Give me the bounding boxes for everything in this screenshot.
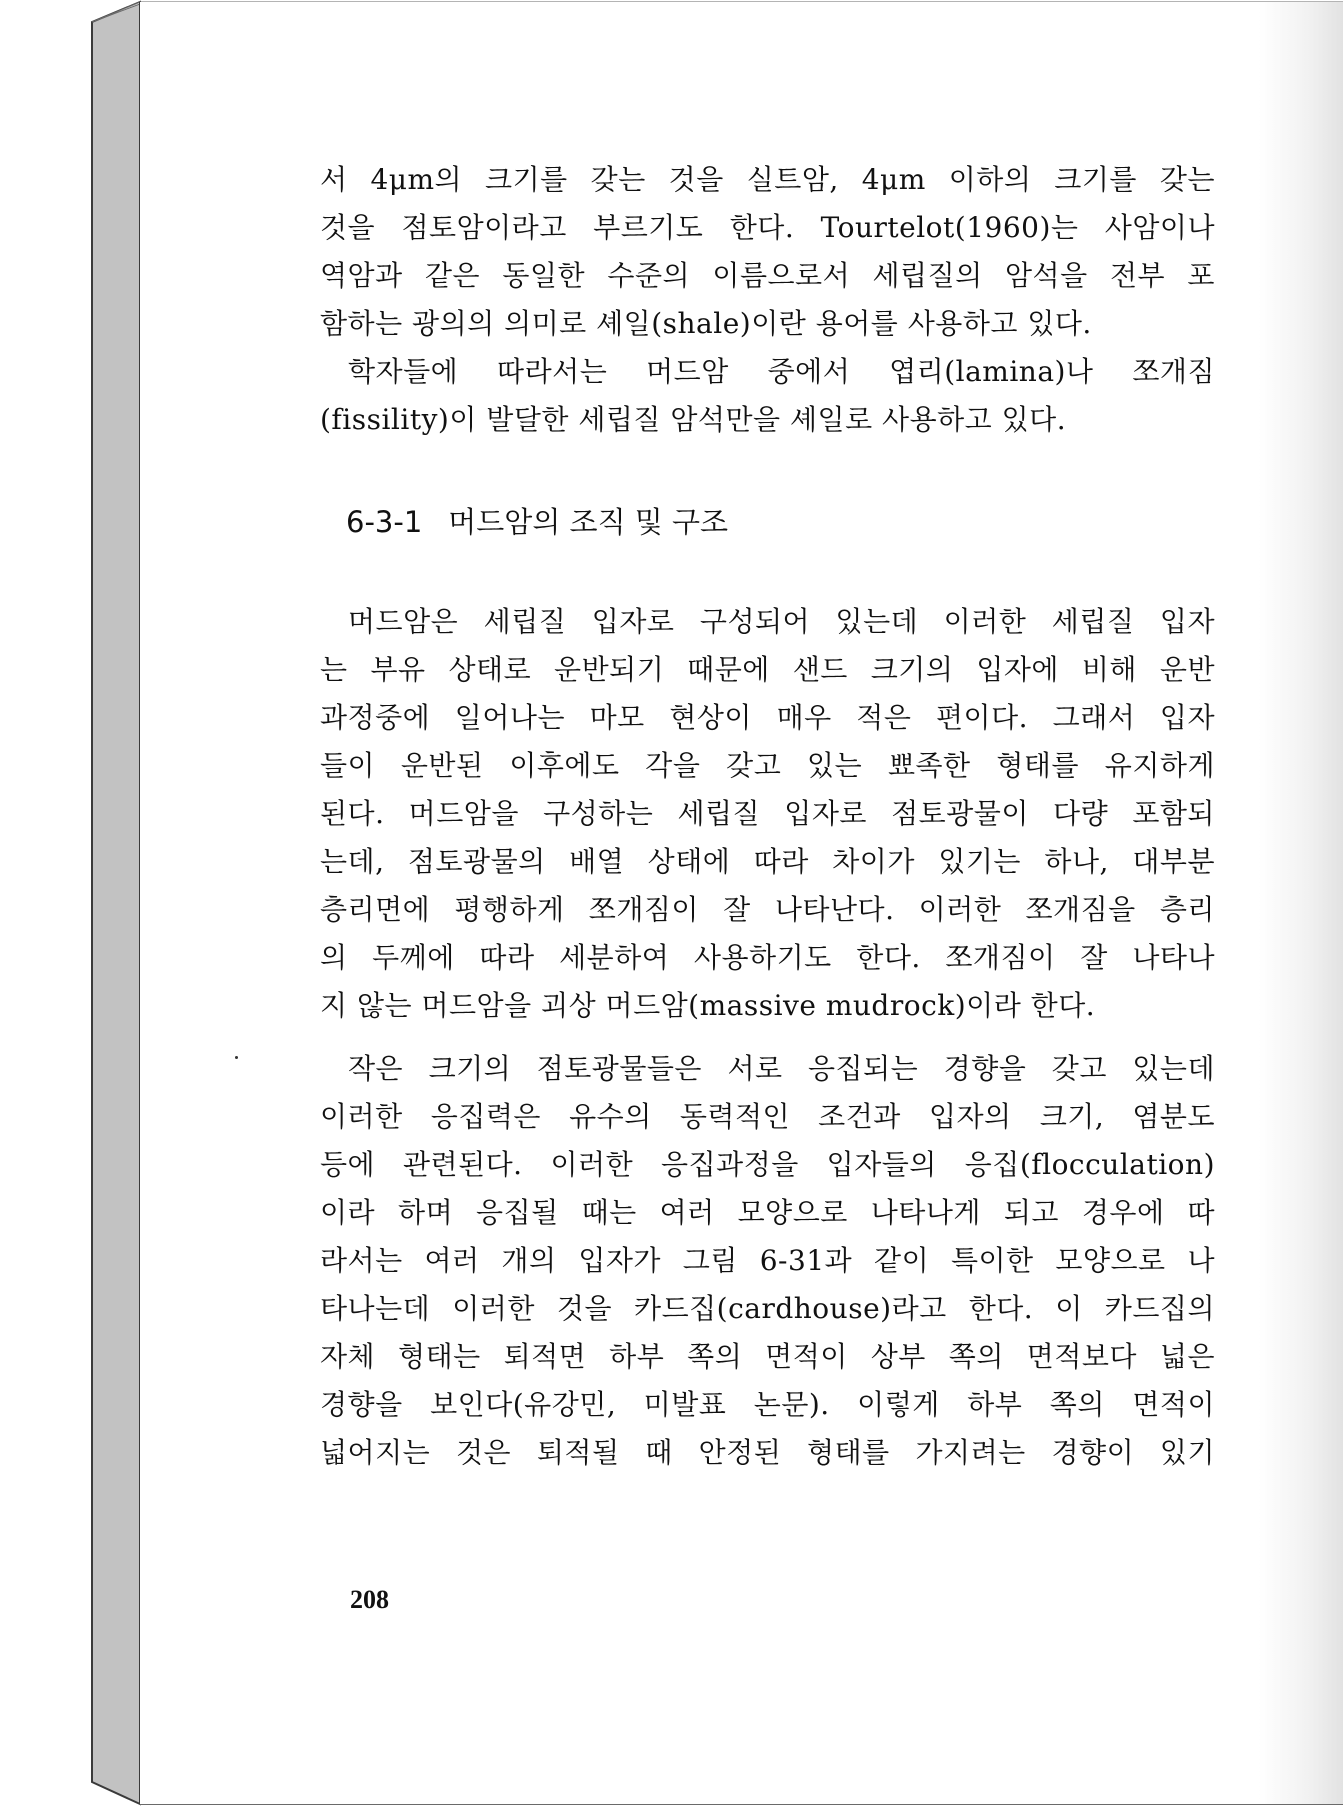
text-line: 타나는데 이러한 것을 카드집(cardhouse)라고 한다. 이 카드집의 bbox=[320, 1292, 1215, 1325]
text-line: 층리면에 평행하게 쪼개짐이 잘 나타난다. 이러한 쪼개짐을 층리 bbox=[320, 893, 1215, 926]
paragraph-1 bbox=[320, 156, 1215, 348]
text-line: 라서는 여러 개의 입자가 그림 6-31과 같이 특이한 모양으로 나 bbox=[320, 1244, 1215, 1277]
text-line: 자체 형태는 퇴적면 하부 쪽의 면적이 상부 쪽의 면적보다 넓은 bbox=[320, 1340, 1215, 1373]
text-line: 서 4μm의 크기를 갖는 것을 실트암, 4μm 이하의 크기를 갖는 bbox=[320, 163, 1215, 196]
paragraph-2 bbox=[320, 348, 1215, 444]
text-line: 과정중에 일어나는 마모 현상이 매우 적은 편이다. 그래서 입자 bbox=[320, 701, 1215, 734]
text-line: 의 두께에 따라 세분하여 사용하기도 한다. 쪼개짐이 잘 나타나 bbox=[320, 941, 1215, 974]
text-line: 등에 관련된다. 이러한 응집과정을 입자들의 응집(flocculation) bbox=[320, 1148, 1215, 1181]
text-line: (fissility)이 발달한 세립질 암석만을 셰일로 사용하고 있다. bbox=[320, 403, 1067, 436]
scan-speck bbox=[235, 1056, 238, 1059]
page-number: 208 bbox=[350, 1585, 389, 1614]
text-line: 는 부유 상태로 운반되기 때문에 샌드 크기의 입자에 비해 운반 bbox=[320, 653, 1215, 686]
text-line: 함하는 광의의 의미로 셰일(shale)이란 용어를 사용하고 있다. bbox=[320, 307, 1092, 340]
text-line: 머드암은 세립질 입자로 구성되어 있는데 이러한 세립질 입자 bbox=[348, 605, 1215, 638]
section-title: 머드암의 조직 및 구조 bbox=[448, 505, 729, 539]
text-line: 것을 점토암이라고 부르기도 한다. Tourtelot(1960)는 사암이나 bbox=[320, 211, 1215, 244]
text-line: 는데, 점토광물의 배열 상태에 따라 차이가 있기는 하나, 대부분 bbox=[320, 845, 1215, 878]
book-spine bbox=[92, 2, 140, 1804]
text-line: 역암과 같은 동일한 수준의 이름으로서 세립질의 암석을 전부 포 bbox=[320, 259, 1215, 292]
text-line: 들이 운반된 이후에도 각을 갖고 있는 뾰족한 형태를 유지하게 bbox=[320, 749, 1215, 782]
text-line: 지 않는 머드암을 괴상 머드암(massive mudrock)이라 한다. bbox=[320, 989, 1096, 1022]
text-line: 학자들에 따라서는 머드암 중에서 엽리(lamina)나 쪼개짐 bbox=[348, 355, 1215, 388]
text-line: 이라 하며 응집될 때는 여러 모양으로 나타나게 되고 경우에 따 bbox=[320, 1196, 1215, 1229]
text-line: 작은 크기의 점토광물들은 서로 응집되는 경향을 갖고 있는데 bbox=[348, 1052, 1215, 1085]
paragraph-3 bbox=[320, 598, 1215, 1030]
text-line: 된다. 머드암을 구성하는 세립질 입자로 점토광물이 다량 포함되 bbox=[320, 797, 1215, 830]
text-line: 이러한 응집력은 유수의 동력적인 조건과 입자의 크기, 염분도 bbox=[320, 1100, 1215, 1133]
text-line: 넓어지는 것은 퇴적될 때 안정된 형태를 가지려는 경향이 있기 bbox=[320, 1436, 1215, 1469]
paragraph-4 bbox=[320, 1045, 1215, 1477]
text-line: 경향을 보인다(유강민, 미발표 논문). 이렇게 하부 쪽의 면적이 bbox=[320, 1388, 1215, 1421]
section-number: 6-3-1 bbox=[346, 505, 423, 539]
section-heading bbox=[346, 498, 728, 546]
